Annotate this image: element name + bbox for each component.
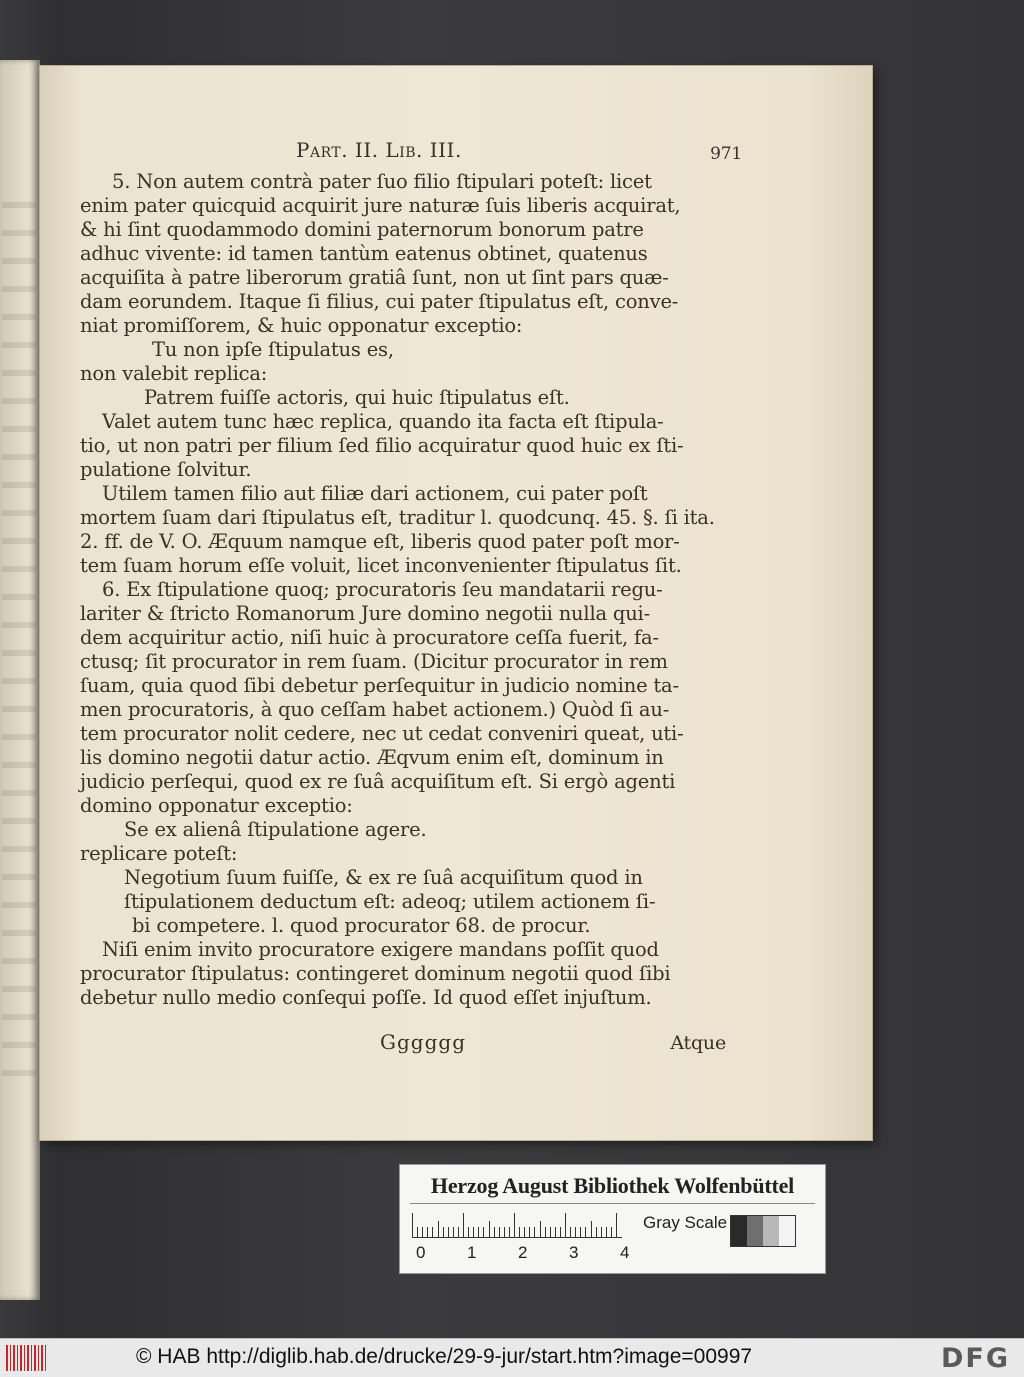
scale-number: 4 <box>620 1243 630 1262</box>
page-number: 971 <box>710 144 742 164</box>
ruler-tick <box>570 1227 571 1237</box>
ruler-tick <box>463 1213 464 1237</box>
ruler-tick <box>514 1213 515 1237</box>
gray-scale-label: Gray Scale <box>643 1213 728 1232</box>
ruler-tick <box>432 1227 433 1237</box>
scale-number: 2 <box>518 1243 528 1262</box>
ruler-tick <box>591 1221 592 1237</box>
ruler-tick <box>519 1227 520 1237</box>
text-line: ſuam, quia quod ſibi debetur perſequitur in judicio nomine ta- <box>80 674 679 697</box>
ruler-tick <box>412 1213 413 1237</box>
text-line: ſtipulationem deductum eſt: adeoq; utilem actionem ſi- <box>124 890 656 913</box>
text-line: replicare poteſt: <box>80 842 238 865</box>
dfg-logo: DFG <box>940 1343 1010 1374</box>
text-line: 2. ff. de V. O. Æquum namque eſt, liberis quod pater poſt mor- <box>80 530 680 553</box>
ruler-tick <box>478 1227 479 1237</box>
ruler-tick <box>438 1221 439 1237</box>
scale-ruler <box>412 1211 622 1238</box>
ruler-tick <box>499 1227 500 1237</box>
ruler-tick <box>555 1227 556 1237</box>
text-line: Se ex alienâ ſtipulatione agere. <box>124 818 427 841</box>
text-line: pulatione ſolvitur. <box>80 458 252 481</box>
text-line: debetur nullo medio conſequi poſſe. Id quod eſſet injuſtum. <box>80 986 652 1009</box>
text-line: tem ſuam horum eſſe voluit, licet inconvenienter ſtipulatus ſit. <box>80 554 682 577</box>
gray-swatch <box>779 1216 795 1246</box>
text-line: tem procurator nolit cedere, nec ut cedat conveniri queat, uti- <box>80 722 684 745</box>
ruler-tick <box>443 1227 444 1237</box>
ruler-tick <box>483 1227 484 1237</box>
ruler-tick <box>534 1227 535 1237</box>
text-line: Negotium ſuum fuiſſe, & ex re ſuâ acquiſitum quod in <box>124 866 643 889</box>
text-line: & hi ſint quodammodo domini paternorum bonorum patre <box>80 218 644 241</box>
ruler-tick <box>596 1227 597 1237</box>
footer-bar <box>0 1338 1024 1377</box>
barcode-icon <box>6 1345 48 1371</box>
text-line: Valet autem tunc hæc replica, quando ita facta eſt ſtipula- <box>102 410 664 433</box>
scale-number: 1 <box>467 1243 477 1262</box>
gray-swatch <box>731 1216 747 1246</box>
text-line: mortem ſuam dari ſtipulatus eſt, traditur l. quodcunq. 45. §. ſi ita. <box>80 506 715 529</box>
gray-swatch <box>763 1216 779 1246</box>
text-line: 6. Ex ſtipulatione quoq; procuratoris ſeu mandatarii regu- <box>102 578 663 601</box>
text-line: bi competere. l. quod procurator 68. de procur. <box>132 914 591 937</box>
ruler-tick <box>606 1227 607 1237</box>
text-line: Utilem tamen filio aut filiæ dari actionem, cui pater poſt <box>102 482 648 505</box>
ruler-tick <box>473 1227 474 1237</box>
ruler-tick <box>550 1227 551 1237</box>
book-page <box>40 66 872 1140</box>
ruler-tick <box>509 1227 510 1237</box>
text-line: lariter & ſtricto Romanorum Jure domino negotii nulla qui- <box>80 602 650 625</box>
ruler-tick <box>540 1221 541 1237</box>
scale-number: 3 <box>569 1243 579 1262</box>
previous-page-edge <box>0 60 40 1300</box>
ruler-tick <box>494 1227 495 1237</box>
ruler-tick <box>565 1213 566 1237</box>
text-line: procurator ſtipulatus: contingeret dominum negotii quod ſibi <box>80 962 671 985</box>
text-line: Niſi enim invito procuratore exigere mandans poſſit quod <box>102 938 659 961</box>
text-line: dam eorundem. Itaque ſi filius, cui pater ſtipulatus eſt, conve- <box>80 290 679 313</box>
ruler-tick <box>545 1227 546 1237</box>
ruler-tick <box>427 1227 428 1237</box>
text-line: acquiſita à patre liberorum gratiâ ſunt, non ut ſint pars quæ- <box>80 266 669 289</box>
ruler-tick <box>616 1213 617 1237</box>
text-line: Patrem fuiſſe actoris, qui huic ſtipulatus eſt. <box>144 386 570 409</box>
copyright-credit: © HAB http://diglib.hab.de/drucke/29-9-jur/start.htm?image=00997 <box>136 1345 753 1368</box>
gray-swatch <box>747 1216 763 1246</box>
page-text-block <box>80 66 746 1140</box>
text-line: adhuc vivente: id tamen tantùm eatenus obtinet, quatenus <box>80 242 648 265</box>
page-header <box>80 138 746 162</box>
text-line: niat promiſſorem, & huic opponatur exceptio: <box>80 314 523 337</box>
text-line: enim pater quicquid acquirit jure naturæ ſuis liberis acquirat, <box>80 194 681 217</box>
text-line: non valebit replica: <box>80 362 268 385</box>
ruler-tick <box>601 1227 602 1237</box>
catchword: Atque <box>670 1032 726 1054</box>
text-line: dem acquiritur actio, niſi huic à procuratore ceſſa fuerit, fa- <box>80 626 659 649</box>
text-line: ctusq; ſit procurator in rem ſuam. (Dicitur procurator in rem <box>80 650 668 673</box>
ruler-tick <box>524 1227 525 1237</box>
text-line: domino opponatur exceptio: <box>80 794 353 817</box>
ruler-tick <box>417 1227 418 1237</box>
ruler-tick <box>422 1227 423 1237</box>
library-title: Herzog August Bibliothek Wolfenbüttel <box>430 1173 795 1198</box>
gray-scale-swatches <box>730 1215 796 1247</box>
ruler-tick <box>575 1227 576 1237</box>
text-line: Tu non ipſe ſtipulatus es, <box>152 338 394 361</box>
library-color-card <box>399 1164 826 1274</box>
ruler-tick <box>611 1227 612 1237</box>
text-line: 5. Non autem contrà pater ſuo filio ſtipulari poteſt: licet <box>112 170 652 193</box>
page-footer <box>80 1030 746 1056</box>
ruler-tick <box>458 1227 459 1237</box>
ruler-tick <box>453 1227 454 1237</box>
text-line: men procuratoris, à quo ceſſam habet actionem.) Quòd ſi au- <box>80 698 670 721</box>
scale-number: 0 <box>416 1243 426 1262</box>
ruler-tick <box>468 1227 469 1237</box>
running-head: Part. II. Lib. III. <box>296 138 462 162</box>
ruler-tick <box>580 1227 581 1237</box>
text-line: lis domino negotii datur actio. Æqvum enim eſt, dominum in <box>80 746 664 769</box>
text-line: tio, ut non patri per filium ſed filio acquiratur quod huic ex ſti- <box>80 434 684 457</box>
ruler-tick <box>585 1227 586 1237</box>
signature-mark: Gggggg <box>380 1030 466 1054</box>
text-line: judicio perſequi, quod ex re ſuâ acquiſitum eſt. Si ergò agenti <box>80 770 676 793</box>
ruler-tick <box>504 1227 505 1237</box>
ruler-tick <box>560 1227 561 1237</box>
ruler-tick <box>529 1227 530 1237</box>
card-divider <box>410 1203 815 1204</box>
ruler-tick <box>489 1221 490 1237</box>
bleed-through-text <box>2 180 36 1080</box>
ruler-tick <box>448 1227 449 1237</box>
